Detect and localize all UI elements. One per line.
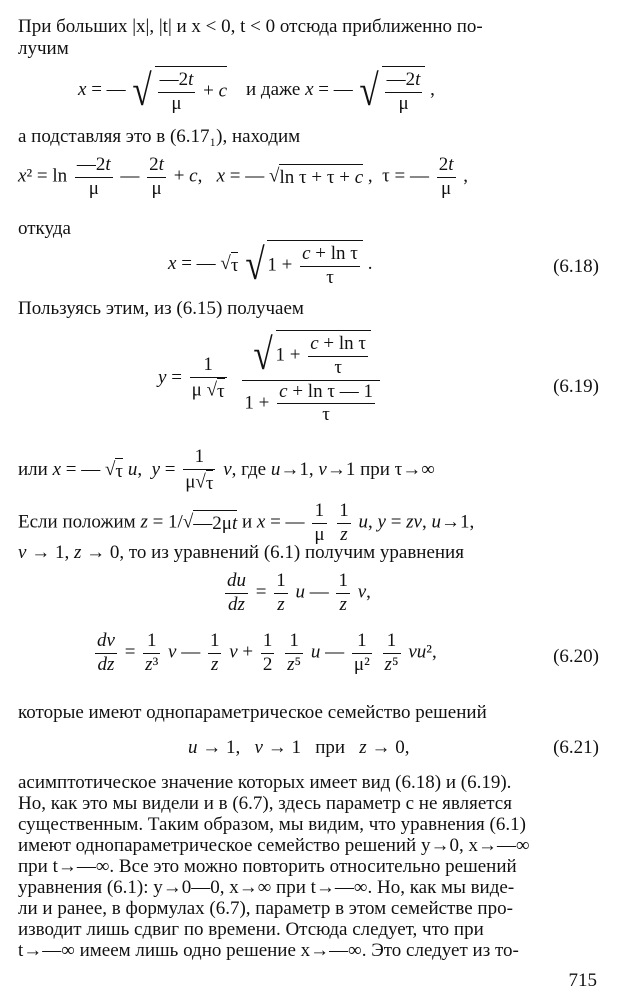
text-line: или x = — √τ u, y = $\frac{1}{\mu√\tau}$ v, где u→1, v→1 при τ→∞ xyxy=(18,446,435,494)
text-line: v → 1, z → 0, то из уравнений (6.1) получим уравнения xyxy=(18,542,464,563)
equation: x = — √τ √ 1 + $\frac{\text{c + ln τ}}{\tau}$ . xyxy=(168,239,373,289)
equation: $\frac{du}{dz}$ = $\frac{1}{z}$ u — $\frac{1}{z}$ v, xyxy=(227,570,371,615)
text-line: которые имеют однопараметрическое семейство решений xyxy=(18,702,487,723)
text-line: имеют однопараметрическое семейство решений y→0, x→—∞ xyxy=(18,835,530,856)
text-line: Но, как это мы видели и в (6.7), здесь параметр c не является xyxy=(18,793,512,814)
text-line: асимптотическое значение которых имеет вид (6.18) и (6.19). xyxy=(18,772,512,793)
equation: y = $\frac{1}{\mu √\tau}$ √ 1 + $\frac{\text{c + ln τ}}{\tau}$ 1 + $\frac{\text{c + ln τ — 1}}{\tau}$ xyxy=(158,330,383,427)
text-line: t→—∞ имеем лишь одно решение x→—∞. Это следует из то- xyxy=(18,940,519,961)
text-line: изводит лишь сдвиг по времени. Отсюда следует, что при xyxy=(18,919,484,940)
text-line: откуда xyxy=(18,218,71,239)
text-line: а подставляя это в (6.17₁), находим xyxy=(18,126,301,147)
text-line: существенным. Таким образом, мы видим, что уравнения (6.1) xyxy=(18,814,526,835)
paragraph xyxy=(18,772,601,961)
equation: $\frac{dv}{dz}$ = $\frac{1}{\text{z³}}$ v — $\frac{1}{z}$ v + $\frac{1}{2}$ $\frac{1}{\text{z⁵}}$ u — $\frac{1}{\text{μ²}}$ $\frac{1}{\text{z⁵}}$ vu², xyxy=(97,630,437,675)
text-line: ли и ранее, в формулах (6.7), параметр в этом семействе про- xyxy=(18,898,513,919)
text-line: лучим xyxy=(18,38,69,59)
text-line: при t→—∞. Все это можно повторить относительно решений xyxy=(18,856,517,877)
text-line: Пользуясь этим, из (6.15) получаем xyxy=(18,298,304,319)
equation-number: (6.20) xyxy=(553,646,599,667)
equation: x = — √ $\frac{—2t}{\mu}$ + c и даже x = — √ $\frac{—2t}{\mu}$ , xyxy=(78,65,435,115)
equation-number: (6.19) xyxy=(553,376,599,397)
page-number: 715 xyxy=(568,970,597,991)
equation: x² = ln $\frac{—2t}{\mu}$ — $\frac{2t}{\mu}$ + c, x = — √ln τ + τ + c , τ = — $\frac{2t}{\mu}$ , xyxy=(18,154,469,199)
equation: u → 1, v → 1 при z → 0, xyxy=(188,737,410,758)
equation-number: (6.21) xyxy=(553,737,599,758)
text-line: уравнения (6.1): y→0—0, x→∞ при t→—∞. Но, как мы виде- xyxy=(18,877,515,898)
equation-number: (6.18) xyxy=(553,256,599,277)
text-line: Если положим z = 1/√—2μt и x = — $\frac{1}{\mu}$ $\frac{1}{z}$ u, y = zv, u→1, xyxy=(18,500,475,545)
text-line: При больших |x|, |t| и x < 0, t < 0 отсюда приближенно по- xyxy=(18,16,483,37)
